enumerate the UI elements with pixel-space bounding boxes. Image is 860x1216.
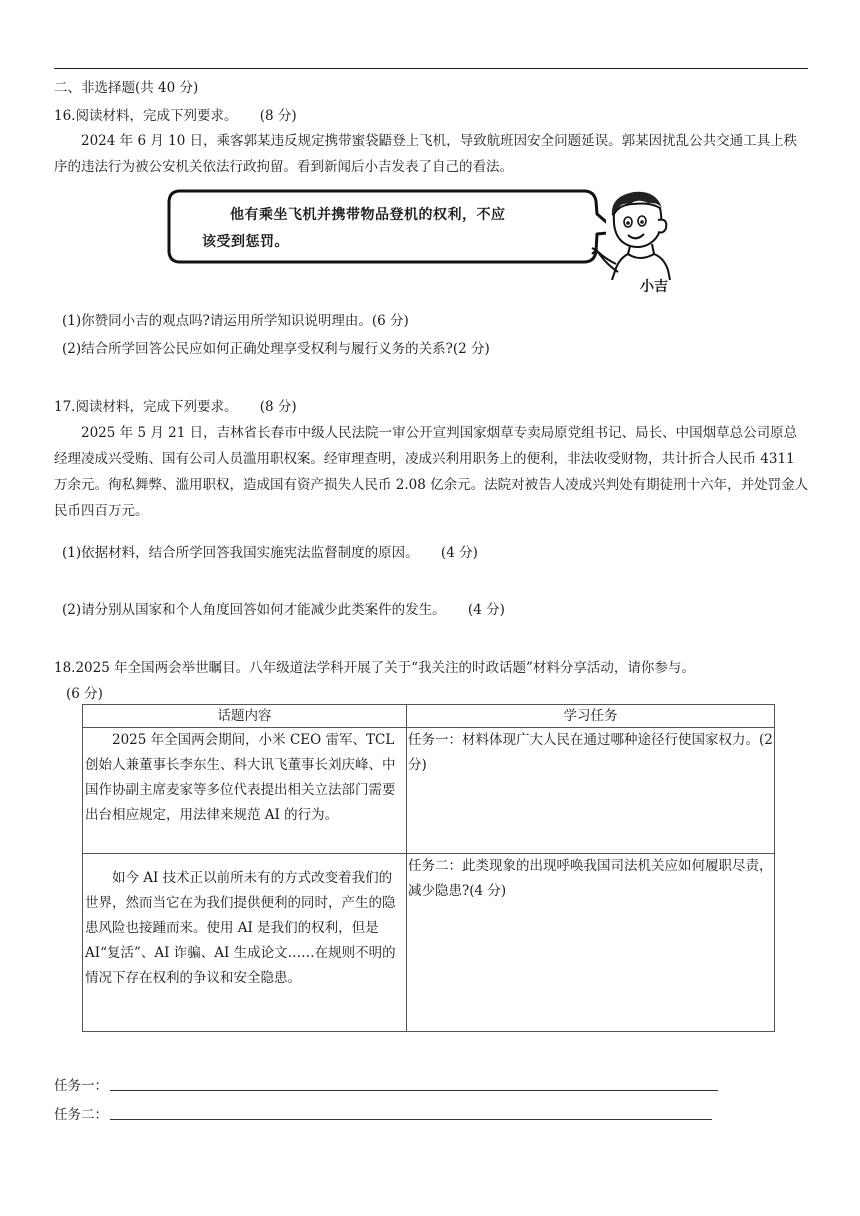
q17-sub1 — [62, 541, 478, 561]
bubble-line-1: 他有乘坐飞机并携带物品登机的权利，不应 — [230, 207, 506, 223]
bubble-text — [202, 202, 602, 256]
q16-material: 2024 年 6 月 10 日，乘客郭某违反规定携带蜜袋鼯登上飞机，导致航班因安全问题延误。郭某因扰乱公共交通工具上秩序的违法行为被公安机关依法行政拘留。看到新闻后小吉发表了自己的看法。 — [54, 133, 798, 175]
table-cell-topic: 如今 AI 技术正以前所未有的方式改变着我们的世界，然而当它在为我们提供便利的同时，产生的隐患风险也接踵而来。使用 AI 是我们的权利，但是 AI“复活”、AI 诈骗、AI 生成论文……在规则不明的情况下存在权利的争议和安全隐患。 — [83, 854, 407, 1032]
character-name: 小吉 — [640, 279, 668, 295]
q16-stem-text: 16.阅读材料，完成下列要求。 — [54, 108, 238, 124]
q18-points: (6 分) — [66, 686, 103, 702]
bubble-line-2: 该受到惩罚。 — [202, 234, 289, 250]
answer-line-task2[interactable] — [110, 1119, 712, 1120]
header-rule — [54, 68, 808, 69]
table-row — [83, 854, 775, 1032]
table-row — [83, 728, 775, 854]
q17-sub2 — [62, 598, 505, 618]
q16-sub2: (2)结合所学回答公民应如何正确处理享受权利与履行义务的关系?(2 分) — [62, 341, 490, 357]
boy-cartoon-icon — [590, 188, 700, 280]
table-cell-task: 任务二：此类现象的出现呼唤我国司法机关应如何履职尽责，减少隐患?(4 分) — [407, 854, 775, 1032]
q17-material: 2025 年 5 月 21 日，吉林省长春市中级人民法院一审公开宣判国家烟草专卖局原党组书记、局长、中国烟草总公司原总经理凌成兴受贿、国有公司人员滥用职权案。经审理查明，凌成兴利用职务上的便利，非法收受财物，共计折合人民币 4311 万余元。徇私舞弊、滥用职权，造成国有资产损失人民币 2.08 亿余元。法院对被告人凌成兴判处有期徒刑十六年，并处罚金人民币四百万元。 — [54, 425, 809, 519]
table-header-topic: 话题内容 — [83, 705, 407, 728]
q17-sub2-points: (4 分) — [467, 602, 505, 618]
answer-label-task2: 任务二： — [54, 1107, 108, 1123]
q16-points: (8 分) — [259, 108, 297, 124]
q16-stem — [54, 104, 297, 124]
table-cell-task: 任务一：材料体现广大人民在通过哪种途径行使国家权力。(2 分) — [407, 728, 775, 854]
task-table — [82, 704, 775, 1032]
q17-sub1-text: (1)依据材料，结合所学回答我国实施宪法监督制度的原因。 — [62, 545, 419, 561]
q16-sub1: (1)你赞同小吉的观点吗?请运用所学知识说明理由。(6 分) — [62, 313, 409, 329]
q17-points: (8 分) — [259, 399, 297, 415]
speech-figure — [166, 188, 706, 300]
q17-stem-text: 17.阅读材料，完成下列要求。 — [54, 399, 238, 415]
answer-line-task1[interactable] — [110, 1090, 718, 1091]
table-header-row — [83, 705, 775, 728]
table-cell-topic: 2025 年全国两会期间，小米 CEO 雷军、TCL 创始人兼董事长李东生、科大讯飞董事长刘庆峰、中国作协副主席麦家等多位代表提出相关立法部门需要出台相应规定，用法律来规范 AI 的行为。 — [83, 728, 407, 854]
answer-label-task1: 任务一： — [54, 1078, 108, 1094]
table-header-task: 学习任务 — [407, 705, 775, 728]
q17-stem — [54, 395, 297, 415]
section-title: 二、非选择题(共 40 分) — [54, 80, 199, 96]
q17-sub2-text: (2)请分别从国家和个人角度回答如何才能减少此类案件的发生。 — [62, 602, 446, 618]
q17-sub1-points: (4 分) — [440, 545, 478, 561]
q18-stem: 18.2025 年全国两会举世瞩目。八年级道法学科开展了关于“我关注的时政话题”材料分享活动，请你参与。 — [54, 660, 695, 676]
